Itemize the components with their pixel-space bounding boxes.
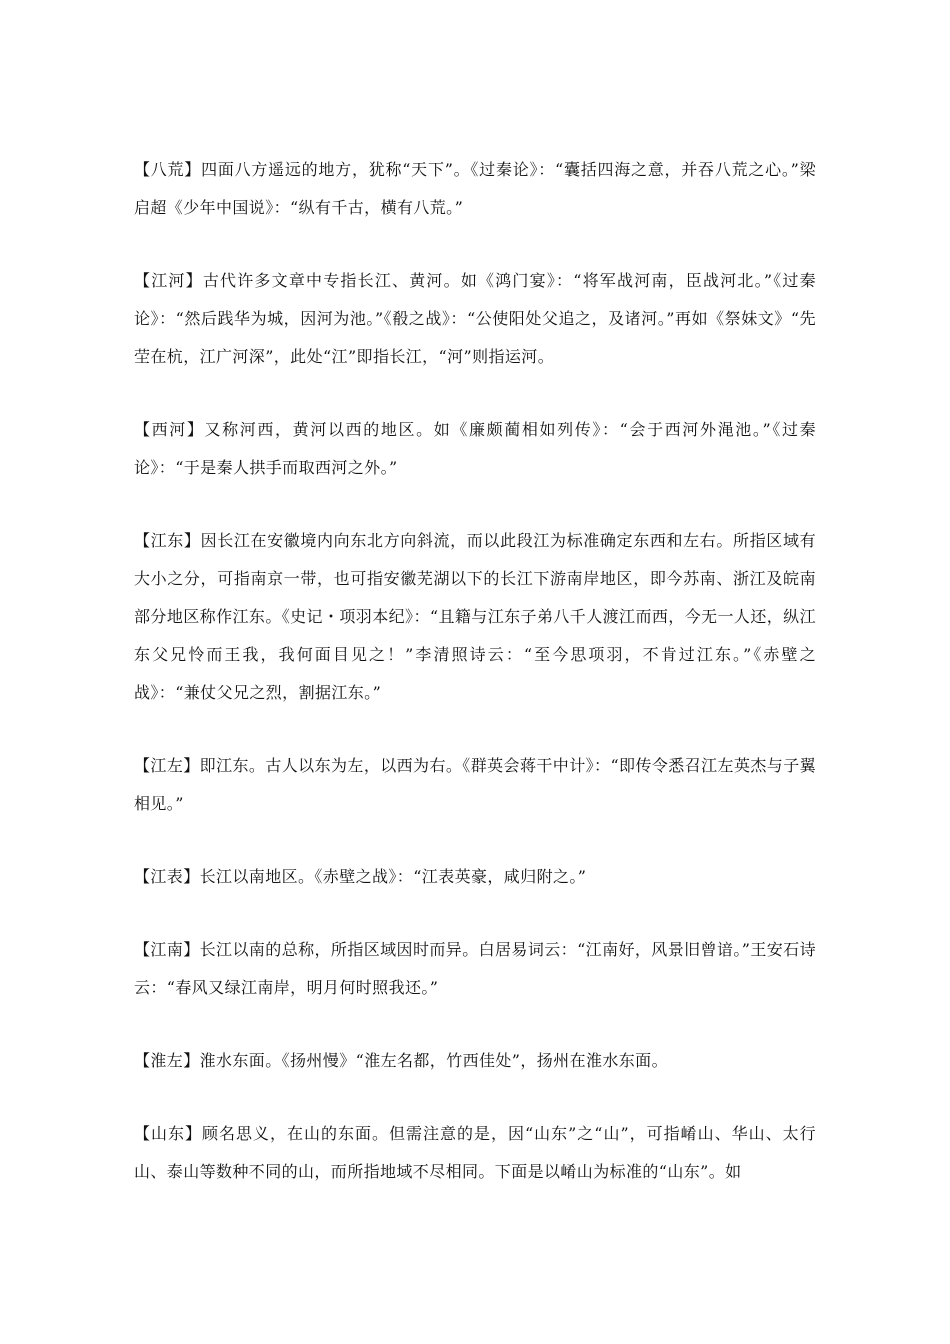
entry-text: 淮水东面。《扬州慢》“淮左名都，竹西佳处”，扬州在淮水东面。	[199, 1051, 668, 1070]
entry-jiangnan	[134, 931, 816, 1007]
entry-jianghe	[134, 262, 816, 376]
entry-xihe	[134, 411, 816, 487]
entry-jiangdong	[134, 522, 816, 712]
entry-term: 【江南】	[134, 940, 200, 959]
document-page	[134, 151, 816, 1226]
entry-text: 因长江在安徽境内向东北方向斜流，而以此段江为标准确定东西和左右。所指区域有大小之分，可指南京一带，也可指安徽芜湖以下的长江下游南岸地区，即今苏南、浙江及皖南部分地区称作江东。《史记・项羽本纪》：“且籍与江东子弟八千人渡江而西，今无一人还，纵江东父兄怜而王我，我何面目见之！”李清照诗云：“至今思项羽，不肯过江东。”《赤壁之战》：“兼仗父兄之烈，割据江东。”	[134, 531, 816, 702]
entry-text: 长江以南地区。《赤壁之战》：“江表英豪，咸归附之。”	[199, 867, 587, 886]
entry-jiangzuo	[134, 747, 816, 823]
entry-text: 即江东。古人以东为左，以西为右。《群英会蒋干中计》：“即传令悉召江左英杰与子翼相见。”	[134, 756, 817, 813]
entry-term: 【江表】	[134, 867, 200, 886]
entry-term: 【淮左】	[134, 1051, 200, 1070]
entry-bahuang	[134, 151, 816, 227]
entry-jiangbiao	[134, 858, 816, 896]
entry-term: 【江东】	[134, 531, 201, 550]
entry-text: 四面八方遥远的地方，犹称“天下”。《过秦论》：“囊括四海之意，并吞八荒之心。”梁启超《少年中国说》：“纵有千古，横有八荒。”	[134, 160, 816, 217]
entry-term: 【山东】	[134, 1124, 202, 1143]
entry-text: 古代许多文章中专指长江、黄河。如《鸿门宴》：“将军战河南，臣战河北。”《过秦论》：“然后践华为城，因河为池。”《殽之战》：“公使阳处父追之，及诸河。”再如《祭妹文》“先茔在杭，江广河深”，此处“江”即指长江，“河”则指运河。	[134, 271, 816, 366]
entry-term: 【江河】	[134, 271, 203, 290]
entry-term: 【江左】	[134, 756, 200, 775]
entry-shandong	[134, 1115, 816, 1191]
entry-text: 长江以南的总称，所指区域因时而异。白居易词云：“江南好，风景旧曾谙。”王安石诗云：“春风又绿江南岸，明月何时照我还。”	[134, 940, 816, 997]
entry-term: 【西河】	[134, 420, 205, 439]
entry-text: 又称河西，黄河以西的地区。如《廉颇蔺相如列传》：“会于西河外渑池。”《过秦论》：“于是秦人拱手而取西河之外。”	[134, 420, 816, 477]
entry-term: 【八荒】	[134, 160, 202, 179]
entry-text: 顾名思义，在山的东面。但需注意的是，因“山东”之“山”，可指崤山、华山、太行山、泰山等数种不同的山，而所指地域不尽相同。下面是以崤山为标准的“山东”。如	[134, 1124, 817, 1181]
entry-huaizuo	[134, 1042, 816, 1080]
